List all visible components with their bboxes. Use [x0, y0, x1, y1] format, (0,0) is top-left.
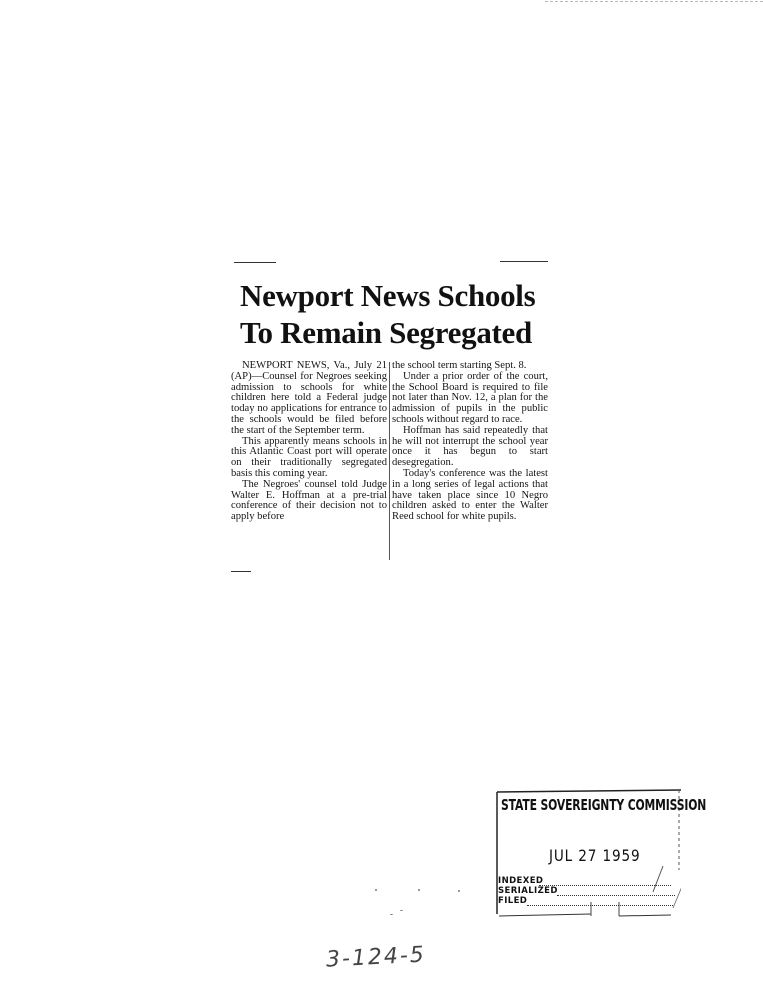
- scan-speck: [458, 890, 460, 892]
- stamp-title: STATE SOVEREIGNTY COMMISSION: [501, 796, 707, 814]
- stamp-serialized-dots: [557, 895, 675, 896]
- commission-stamp: [495, 788, 707, 918]
- stamp-indexed-label: INDEXED: [498, 876, 544, 886]
- headline-line-2: To Remain Segregated: [240, 315, 532, 350]
- stamp-indexed-dots: [539, 885, 671, 886]
- scan-speck: [390, 914, 393, 915]
- stamp-serialized-label: SERIALIZED: [498, 886, 558, 896]
- article-paragraph: The Negroes' counsel told Judge Walter E. Hoffman at a pre-trial conference of their decision not to apply before: [231, 478, 387, 523]
- stamp-date: JUL 27 1959: [549, 846, 641, 865]
- stamp-filed-label: FILED: [498, 896, 528, 906]
- top-rule-right: [500, 261, 548, 262]
- article-paragraph: Today's conference was the latest in a long series of legal actions that have taken place since 10 Negro children asked to enter the Walter Reed school for white pupils.: [392, 467, 548, 523]
- article-paragraph: Under a prior order of the court, the School Board is required to file not later than Nov. 12, a plan for the admission of pupils in the public schools without regard to race.: [392, 370, 548, 425]
- article-column-1: [231, 361, 387, 523]
- scan-speck: [418, 889, 420, 891]
- article-paragraph: the school term starting Sept. 8.: [392, 360, 527, 371]
- bottom-rule: [231, 571, 251, 572]
- stamp-filed-dots: [527, 905, 673, 906]
- handwritten-file-number: 3-124-5: [325, 942, 427, 973]
- article-column-2: [392, 361, 548, 523]
- scan-speck: [400, 910, 403, 911]
- scan-speck: [375, 889, 377, 891]
- page-edge: [545, 1, 763, 2]
- article-paragraph: NEWPORT NEWS, Va., July 21 (AP)—Counsel for Negroes seeking admission to schools for white children here told a Federal judge today no applications for entrance to the schools would be filed before the start of the September term.: [231, 360, 387, 436]
- top-rule-left: [234, 262, 276, 263]
- article-paragraph: This apparently means schools in this Atlantic Coast port will operate on their traditionally segregated basis this coming year.: [231, 435, 387, 479]
- article-paragraph: Hoffman has said repeatedly that he will not interrupt the school year once it has begun to start desegregation.: [392, 424, 548, 469]
- headline-line-1: Newport News Schools: [240, 278, 536, 313]
- column-divider: [389, 362, 390, 560]
